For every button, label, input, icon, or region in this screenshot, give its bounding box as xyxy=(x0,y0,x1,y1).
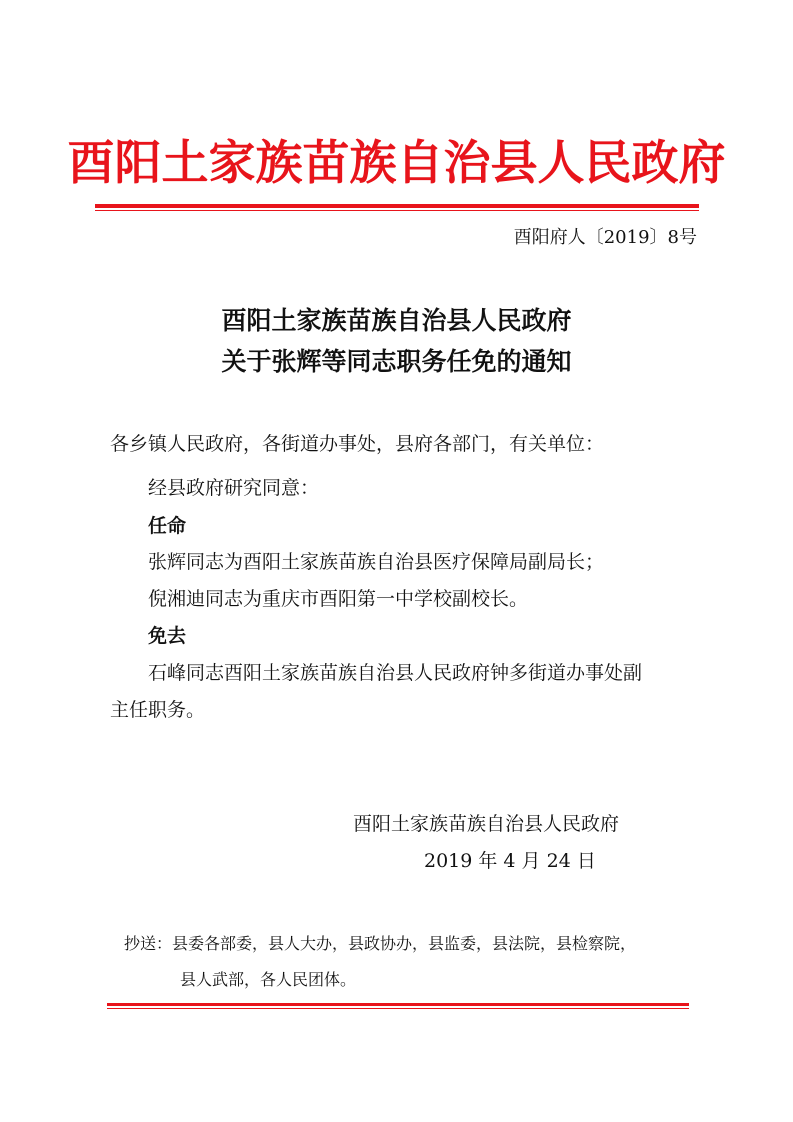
appointment-item: 张辉同志为酉阳土家族苗族自治县医疗保障局副局长； xyxy=(148,551,605,573)
signature-date: 2019 年 4 月 24 日 xyxy=(424,850,596,872)
appoint-heading: 任命 xyxy=(148,515,187,537)
footer-rule-thick xyxy=(107,1003,689,1006)
masthead-rule-thick xyxy=(95,204,699,208)
appointment-item: 倪湘迪同志为重庆市酉阳第一中学校副校长。 xyxy=(148,588,529,610)
intro-paragraph: 经县政府研究同意： xyxy=(148,477,320,499)
cc-line-2: 县人武部，各人民团体。 xyxy=(180,970,357,989)
issuer-masthead: 酉阳土家族苗族自治县人民政府 xyxy=(67,136,726,191)
addressee: 各乡镇人民政府，各街道办事处，县府各部门，有关单位： xyxy=(110,433,605,455)
footer-rule-thin xyxy=(107,1008,689,1009)
notice-title-line-1: 酉阳土家族苗族自治县人民政府 xyxy=(221,306,572,335)
remove-heading: 免去 xyxy=(148,625,187,647)
removal-item-line-1: 石峰同志酉阳土家族苗族自治县人民政府钟多街道办事处副 xyxy=(148,662,643,684)
document-number: 酉阳府人〔2019〕8号 xyxy=(513,227,697,248)
signature-org: 酉阳土家族苗族自治县人民政府 xyxy=(353,813,620,835)
cc-line-1: 抄送：县委各部委，县人大办，县政协办，县监委，县法院，县检察院， xyxy=(124,934,637,953)
removal-item-line-2: 主任职务。 xyxy=(110,699,206,721)
notice-title-line-2: 关于张辉等同志职务任免的通知 xyxy=(221,347,572,376)
masthead-rule-thin xyxy=(95,210,699,211)
